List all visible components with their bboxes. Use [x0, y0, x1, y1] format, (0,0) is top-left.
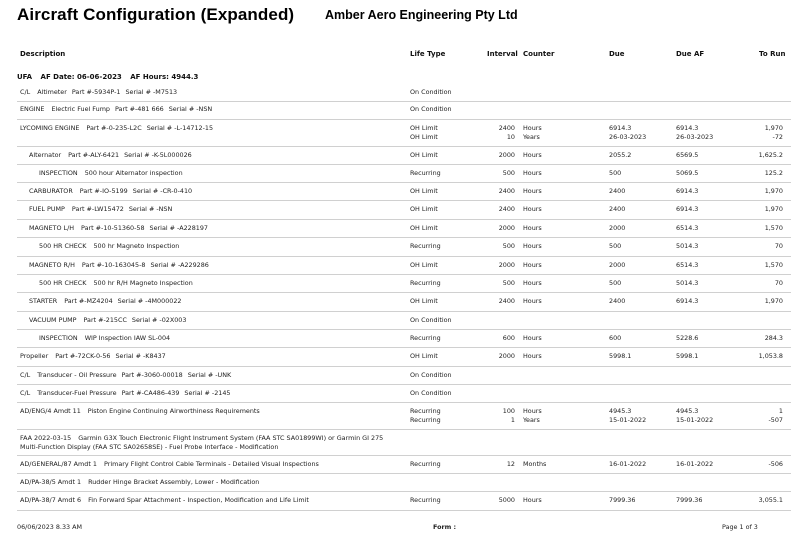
counter-cell: Hours — [523, 334, 542, 342]
life-type-cell: Recurring — [410, 242, 441, 250]
life-type-cell: On Condition — [410, 105, 452, 113]
life-type-cell: Recurring — [410, 460, 441, 468]
due-cell: 2400 — [609, 187, 626, 195]
item-detail: Serial # -A229286 — [150, 261, 209, 269]
item-detail: Piston Engine Continuing Airworthiness Requirements — [87, 407, 260, 415]
life-line — [17, 312, 791, 324]
item-detail: Part #-ALY-6421 — [68, 151, 120, 159]
due-cell: 5998.1 — [609, 352, 632, 360]
item-detail: Serial # -NSN — [168, 105, 213, 113]
column-header-to-run: To Run — [759, 50, 786, 58]
counter-cell: Hours — [523, 169, 542, 177]
item-detail: Serial # -UNK — [187, 371, 232, 379]
due-af-cell: 6914.3 — [676, 205, 699, 213]
item-detail: Electric Fuel Fump — [51, 105, 110, 113]
item-detail: Serial # -CR-0-410 — [132, 187, 193, 195]
interval-cell: 600 — [502, 334, 515, 342]
to-run-cell: -72 — [772, 133, 783, 141]
due-af-cell: 15-01-2022 — [676, 416, 714, 424]
table-row — [17, 430, 791, 456]
counter-cell: Hours — [523, 224, 542, 232]
due-cell: 6914.3 — [609, 124, 632, 132]
table-row — [17, 120, 791, 147]
table-row — [17, 474, 791, 492]
life-line — [17, 84, 791, 96]
item-detail: Serial # -02X003 — [131, 316, 187, 324]
due-af-cell: 6914.3 — [676, 124, 699, 132]
af-hours: AF Hours: 4944.3 — [130, 73, 199, 81]
to-run-cell: -507 — [768, 416, 783, 424]
item-name: FUEL PUMP — [29, 205, 65, 213]
due-af-cell: 5069.5 — [676, 169, 699, 177]
life-type-cell: OH Limit — [410, 133, 438, 141]
life-type-cell: On Condition — [410, 88, 452, 96]
to-run-cell: 284.3 — [764, 334, 783, 342]
interval-cell: 500 — [502, 279, 515, 287]
interval-cell: 12 — [506, 460, 515, 468]
item-name: AD/GENERAL/87 Amdt 1 — [20, 460, 97, 468]
to-run-cell: -506 — [768, 460, 783, 468]
item-detail: WIP Inspection IAW SL-004 — [84, 334, 171, 342]
counter-cell: Hours — [523, 187, 542, 195]
counter-cell: Hours — [523, 279, 542, 287]
interval-cell: 2400 — [498, 187, 515, 195]
item-detail: 500 hr R/H Magneto Inspection — [93, 279, 193, 287]
counter-cell: Hours — [523, 496, 542, 504]
company-name: Amber Aero Engineering Pty Ltd — [325, 8, 518, 22]
table-row — [17, 403, 791, 430]
to-run-cell: 125.2 — [764, 169, 783, 177]
life-type-cell: OH Limit — [410, 187, 438, 195]
item-name: Alternator — [29, 151, 62, 159]
counter-cell: Hours — [523, 297, 542, 305]
item-detail: Part #-3060-00018 — [121, 371, 183, 379]
item-detail: Serial # -A228197 — [149, 224, 208, 232]
table-row — [17, 348, 791, 367]
column-header-life-type: Life Type — [410, 50, 446, 58]
due-af-cell: 26-03-2023 — [676, 133, 714, 141]
table-row — [17, 293, 791, 312]
item-detail: Serial # -M7513 — [125, 88, 178, 96]
life-type-cell: Recurring — [410, 334, 441, 342]
interval-cell: 2400 — [498, 124, 515, 132]
due-cell: 500 — [609, 279, 622, 287]
due-cell: 2400 — [609, 297, 626, 305]
life-type-cell: OH Limit — [410, 224, 438, 232]
to-run-cell: 1,570 — [764, 261, 783, 269]
interval-cell: 10 — [506, 133, 515, 141]
due-cell: 2055.2 — [609, 151, 632, 159]
life-line — [17, 165, 791, 177]
life-type-cell: On Condition — [410, 316, 452, 324]
life-type-cell: OH Limit — [410, 124, 438, 132]
life-line — [17, 367, 791, 379]
life-type-cell: OH Limit — [410, 205, 438, 213]
to-run-cell: 70 — [774, 242, 783, 250]
column-header-interval: Interval — [487, 50, 518, 58]
to-run-cell: 3,055.1 — [758, 496, 783, 504]
to-run-cell: 1,053.8 — [758, 352, 783, 360]
due-cell: 16-01-2022 — [609, 460, 647, 468]
item-detail: Part #-10-163045-8 — [81, 261, 146, 269]
interval-cell: 1 — [510, 416, 515, 424]
item-name: MAGNETO R/H — [29, 261, 75, 269]
due-af-cell: 5014.3 — [676, 279, 699, 287]
item-detail: Part #-IO-5199 — [79, 187, 128, 195]
item-detail: 500 hour Alternator inspection — [84, 169, 183, 177]
counter-cell: Hours — [523, 352, 542, 360]
counter-cell: Years — [523, 133, 540, 141]
life-line — [17, 257, 791, 269]
table-row — [17, 312, 791, 330]
counter-cell: Hours — [523, 205, 542, 213]
table-row — [17, 84, 791, 102]
due-cell: 7999.36 — [609, 496, 636, 504]
to-run-cell: 70 — [774, 279, 783, 287]
to-run-cell: 1,970 — [764, 124, 783, 132]
life-line — [17, 201, 791, 213]
table-row — [17, 257, 791, 275]
item-detail: Transducer-Fuel Pressure — [37, 389, 117, 397]
table-row — [17, 367, 791, 385]
item-detail: Serial # -K8437 — [115, 352, 166, 360]
printed-timestamp: 06/06/2023 8.33 AM — [17, 523, 83, 531]
item-detail: Transducer - Oil Pressure — [37, 371, 117, 379]
item-name: INSPECTION — [39, 169, 78, 177]
life-line — [17, 412, 791, 424]
item-detail: Part #-10-51360-58 — [81, 224, 145, 232]
table-row — [17, 275, 791, 293]
life-type-cell: Recurring — [410, 279, 441, 287]
due-af-cell: 5228.6 — [676, 334, 699, 342]
item-detail: Serial # -4M000022 — [117, 297, 182, 305]
item-detail: Serial # -NSN — [128, 205, 173, 213]
interval-cell: 500 — [502, 242, 515, 250]
form-label: Form : — [433, 523, 457, 531]
item-name: INSPECTION — [39, 334, 78, 342]
item-name: Propeller — [20, 352, 49, 360]
item-name: LYCOMING ENGINE — [20, 124, 80, 132]
to-run-cell: 1,970 — [764, 205, 783, 213]
table-row — [17, 238, 791, 257]
item-detail: Part #-215CC — [83, 316, 127, 324]
due-cell: 2400 — [609, 205, 626, 213]
life-line — [17, 348, 791, 360]
item-name: CARBURATOR — [29, 187, 73, 195]
aircraft-reg: UFA — [17, 73, 33, 81]
life-line — [17, 129, 791, 141]
item-name: ENGINE — [20, 105, 45, 113]
interval-cell: 500 — [502, 169, 515, 177]
life-line — [17, 120, 791, 132]
item-detail: Serial # -K-5L000026 — [124, 151, 192, 159]
table-row — [17, 201, 791, 220]
to-run-cell: 1,970 — [764, 187, 783, 195]
due-af-cell: 5998.1 — [676, 352, 699, 360]
item-detail: Serial # -2145 — [184, 389, 231, 397]
due-af-cell: 6914.3 — [676, 187, 699, 195]
item-name: AD/PA-38/5 Amdt 1 — [20, 478, 82, 486]
due-cell: 600 — [609, 334, 622, 342]
counter-cell: Months — [523, 460, 547, 468]
table-row — [17, 492, 791, 511]
item-detail: Part #-MZ4204 — [64, 297, 113, 305]
counter-cell: Hours — [523, 261, 542, 269]
life-line — [17, 183, 791, 195]
due-cell: 2000 — [609, 224, 626, 232]
item-name: C/L — [20, 389, 31, 397]
due-af-cell: 5014.3 — [676, 242, 699, 250]
item-name: FAA 2022-03-15 — [20, 434, 72, 442]
counter-cell: Hours — [523, 407, 542, 415]
item-detail: Part #-72CK-0-56 — [55, 352, 111, 360]
table-row — [17, 220, 791, 238]
life-line — [17, 403, 791, 415]
due-af-cell: 6514.3 — [676, 261, 699, 269]
interval-cell: 2400 — [498, 297, 515, 305]
item-detail: Serial # -L-14712-15 — [146, 124, 214, 132]
item-name: 500 HR CHECK — [39, 279, 87, 287]
life-type-cell: Recurring — [410, 416, 441, 424]
item-detail: Part #-481 666 — [114, 105, 164, 113]
counter-cell: Hours — [523, 242, 542, 250]
life-line — [17, 456, 791, 468]
life-type-cell: On Condition — [410, 371, 452, 379]
due-af-cell: 7999.36 — [676, 496, 703, 504]
row-description — [20, 434, 400, 452]
item-detail: Part #-0-235-L2C — [86, 124, 142, 132]
life-line — [17, 330, 791, 342]
item-name: C/L — [20, 371, 31, 379]
life-type-cell: OH Limit — [410, 352, 438, 360]
item-detail: Part #-CA486-439 — [121, 389, 180, 397]
table-row — [17, 101, 791, 120]
report-title: Aircraft Configuration (Expanded) — [17, 5, 295, 24]
life-line — [17, 101, 791, 113]
due-cell: 500 — [609, 169, 622, 177]
life-line — [17, 220, 791, 232]
item-detail: Altimeter — [37, 88, 67, 96]
column-header-due-af: Due AF — [676, 50, 705, 58]
table-row — [17, 385, 791, 403]
table-row — [17, 330, 791, 348]
item-detail: Part #-5934P-1 — [71, 88, 121, 96]
interval-cell: 2000 — [498, 261, 515, 269]
life-type-cell: Recurring — [410, 169, 441, 177]
to-run-cell: 1 — [778, 407, 783, 415]
due-af-cell: 6914.3 — [676, 297, 699, 305]
table-row — [17, 183, 791, 201]
due-af-cell: 6569.5 — [676, 151, 699, 159]
due-af-cell: 6514.3 — [676, 224, 699, 232]
item-detail: Rudder Hinge Bracket Assembly, Lower - Modification — [88, 478, 260, 486]
aircraft-info — [17, 73, 204, 81]
item-detail: 500 hr Magneto Inspection — [93, 242, 180, 250]
interval-cell: 2000 — [498, 151, 515, 159]
counter-cell: Years — [523, 416, 540, 424]
table-row — [17, 147, 791, 165]
item-detail: Fin Forward Spar Attachment - Inspection, Modification and Life Limit — [88, 496, 309, 504]
to-run-cell: 1,970 — [764, 297, 783, 305]
life-type-cell: On Condition — [410, 389, 452, 397]
row-description — [20, 478, 264, 486]
item-detail: Primary Flight Control Cable Terminals - Detailed Visual Inspections — [103, 460, 319, 468]
life-line — [17, 492, 791, 504]
table-row — [17, 165, 791, 183]
counter-cell: Hours — [523, 151, 542, 159]
item-detail: Garmin G3X Touch Electronic Flight Instrument System (FAA STC SA01899WI) or Garmin GI 275 Multi-Function Display (FAA STC SA02658SE) - Fuel Probe Interface - Modification — [20, 434, 384, 451]
to-run-cell: 1,570 — [764, 224, 783, 232]
page-number: Page 1 of 3 — [722, 523, 758, 531]
life-type-cell: OH Limit — [410, 261, 438, 269]
life-type-cell: Recurring — [410, 407, 441, 415]
item-name: STARTER — [29, 297, 58, 305]
column-header-description: Description — [20, 50, 66, 58]
interval-cell: 100 — [502, 407, 515, 415]
interval-cell: 5000 — [498, 496, 515, 504]
to-run-cell: 1,625.2 — [758, 151, 783, 159]
life-line — [17, 275, 791, 287]
life-type-cell: Recurring — [410, 496, 441, 504]
item-name: VACUUM PUMP — [29, 316, 77, 324]
due-cell: 15-01-2022 — [609, 416, 647, 424]
item-name: AD/PA-38/7 Amdt 6 — [20, 496, 82, 504]
due-cell: 500 — [609, 242, 622, 250]
counter-cell: Hours — [523, 124, 542, 132]
table-row — [17, 456, 791, 474]
due-af-cell: 16-01-2022 — [676, 460, 714, 468]
life-type-cell: OH Limit — [410, 151, 438, 159]
life-type-cell: OH Limit — [410, 297, 438, 305]
interval-cell: 2400 — [498, 205, 515, 213]
af-date: AF Date: 06-06-2023 — [40, 73, 122, 81]
due-af-cell: 4945.3 — [676, 407, 699, 415]
due-cell: 26-03-2023 — [609, 133, 647, 141]
interval-cell: 2000 — [498, 352, 515, 360]
item-name: C/L — [20, 88, 31, 96]
column-header-due: Due — [609, 50, 625, 58]
due-cell: 2000 — [609, 261, 626, 269]
due-cell: 4945.3 — [609, 407, 632, 415]
life-line — [17, 147, 791, 159]
item-name: 500 HR CHECK — [39, 242, 87, 250]
life-line — [17, 385, 791, 397]
life-line — [17, 238, 791, 250]
item-name: AD/ENG/4 Amdt 11 — [20, 407, 81, 415]
interval-cell: 2000 — [498, 224, 515, 232]
column-header-counter: Counter — [523, 50, 555, 58]
item-detail: Part #-LW15472 — [71, 205, 124, 213]
item-name: MAGNETO L/H — [29, 224, 75, 232]
life-line — [17, 293, 791, 305]
